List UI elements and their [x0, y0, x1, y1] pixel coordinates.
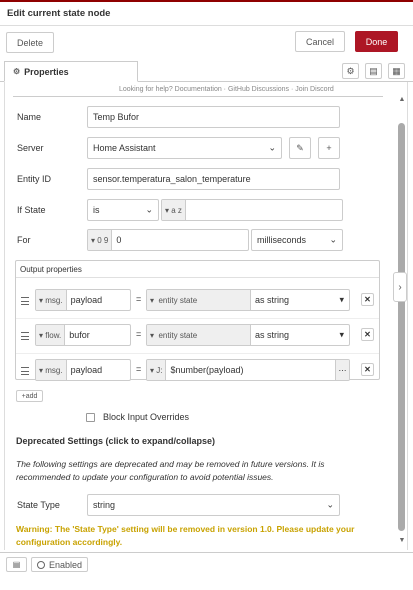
- pencil-icon: ✎: [296, 142, 304, 153]
- server-label: Server: [17, 143, 44, 153]
- entity-id-label: Entity ID: [17, 174, 52, 184]
- source-type-label: entity state: [158, 330, 198, 340]
- footer-divider: [0, 552, 413, 553]
- done-button[interactable]: Done: [355, 31, 398, 52]
- book-icon[interactable]: ▤: [6, 557, 27, 572]
- equals-sign: =: [136, 364, 142, 374]
- add-server-button[interactable]: [318, 137, 340, 159]
- scrollbar-thumb[interactable]: [398, 123, 405, 531]
- name-label: Name: [17, 112, 42, 122]
- chevron-down-icon: ⌄: [145, 204, 153, 215]
- appearance-icon[interactable]: ▦: [388, 63, 405, 79]
- docs-help-links[interactable]: Looking for help? Documentation · GitHub Discussions · Join Discord: [119, 86, 334, 93]
- if-state-operator-select[interactable]: [87, 199, 159, 221]
- description-icon[interactable]: ▤: [365, 63, 382, 79]
- equals-sign: =: [136, 329, 142, 339]
- dialog-title: Edit current state node: [7, 8, 111, 19]
- row-divider: [16, 353, 379, 354]
- output-source-input[interactable]: [146, 324, 350, 346]
- chevron-down-icon: ⌄: [268, 142, 276, 153]
- scroll-down-icon[interactable]: ▼: [398, 537, 406, 544]
- target-type-label: msg.: [45, 365, 63, 375]
- enabled-toggle[interactable]: [31, 557, 88, 572]
- string-type-icon: a z: [171, 205, 182, 215]
- equals-sign: =: [136, 294, 142, 304]
- expand-editor-icon[interactable]: ⋯: [335, 360, 349, 380]
- delete-button[interactable]: Delete: [6, 32, 54, 53]
- header-divider: [0, 25, 413, 26]
- chevron-right-icon: ›: [398, 281, 402, 293]
- source-value: $number(payload): [170, 365, 244, 375]
- if-state-label: If State: [17, 205, 46, 215]
- add-output-label: add: [25, 392, 38, 400]
- if-state-operator-value: is: [93, 205, 100, 215]
- output-source-input[interactable]: [146, 289, 350, 311]
- chevron-down-icon: ⌄: [326, 499, 334, 510]
- for-units-value: milliseconds: [257, 235, 307, 245]
- deprecation-warning: Warning: The 'State Type' setting will be removed in version 1.0. Please update your configuration accordingly.: [16, 524, 355, 547]
- name-input[interactable]: Temp Bufor: [87, 106, 340, 128]
- remove-row-button[interactable]: [361, 363, 374, 376]
- drag-handle-icon[interactable]: [21, 367, 29, 375]
- if-state-type-button[interactable]: ▾ a z: [162, 200, 186, 220]
- state-type-value: string: [93, 500, 116, 510]
- jsonata-type-icon: J:: [156, 365, 163, 375]
- plus-icon: +: [326, 143, 332, 153]
- drag-handle-icon[interactable]: [21, 332, 29, 340]
- row-divider: [16, 318, 379, 319]
- target-value: bufor: [69, 330, 90, 340]
- server-select-value: Home Assistant: [93, 143, 156, 153]
- target-value: payload: [70, 295, 103, 305]
- block-input-overrides-label: Block Input Overrides: [103, 412, 190, 422]
- remove-row-button[interactable]: [361, 328, 374, 341]
- for-value: 0: [116, 235, 122, 245]
- output-target-input[interactable]: [35, 289, 131, 311]
- chevron-down-icon: ⌄: [329, 234, 337, 245]
- target-type-button[interactable]: ▾ msg.: [36, 290, 67, 310]
- edit-server-button[interactable]: [289, 137, 311, 159]
- help-divider: [13, 96, 383, 97]
- chevron-down-icon: ▾: [339, 329, 344, 340]
- top-accent-line: [0, 0, 413, 2]
- deprecated-note: The following settings are deprecated and may be removed in future versions. It is recommended to update your configuration to avoid potential issues.: [16, 459, 325, 482]
- source-type-button[interactable]: ▾ entity state: [147, 290, 251, 310]
- target-type-label: msg.: [45, 295, 63, 305]
- node-settings-icon[interactable]: ⚙: [342, 63, 359, 79]
- for-typed-input[interactable]: [87, 229, 249, 251]
- if-state-typed-input[interactable]: [161, 199, 343, 221]
- tab-properties-label: Properties: [24, 66, 69, 77]
- state-type-select[interactable]: [87, 494, 340, 516]
- target-type-label: flow.: [45, 330, 62, 340]
- deprecated-settings-toggle[interactable]: Deprecated Settings (click to expand/collapse): [16, 436, 216, 446]
- output-target-input[interactable]: [35, 359, 131, 381]
- chevron-down-icon: ▾: [339, 294, 344, 305]
- scroll-up-icon[interactable]: ▲: [398, 96, 406, 103]
- close-icon: ✕: [364, 295, 371, 304]
- enabled-label: Enabled: [49, 559, 83, 570]
- properties-panel: [4, 82, 408, 550]
- source-type-label: entity state: [158, 295, 198, 305]
- output-target-input[interactable]: [35, 324, 131, 346]
- close-icon: ✕: [364, 330, 371, 339]
- toggle-circle-icon: [37, 561, 45, 569]
- target-type-button[interactable]: ▾ msg.: [36, 360, 67, 380]
- source-value: as string: [255, 330, 290, 340]
- remove-row-button[interactable]: [361, 293, 374, 306]
- output-divider: [16, 277, 379, 278]
- entity-id-input[interactable]: sensor.temperatura_salon_temperature: [87, 168, 340, 190]
- source-value: as string: [255, 295, 290, 305]
- source-type-button[interactable]: ▾ entity state: [147, 325, 251, 345]
- output-properties-box: [15, 260, 380, 380]
- output-properties-title: Output properties: [20, 265, 82, 274]
- state-type-label: State Type: [17, 500, 60, 510]
- tab-properties[interactable]: [4, 61, 138, 82]
- number-type-icon: 0 9: [97, 235, 109, 245]
- cancel-button[interactable]: Cancel: [295, 31, 345, 52]
- expand-tray-handle[interactable]: [393, 272, 407, 302]
- block-input-overrides-checkbox[interactable]: [86, 413, 95, 422]
- target-type-button[interactable]: ▾ flow.: [36, 325, 65, 345]
- source-type-button[interactable]: ▾ J:: [147, 360, 166, 380]
- server-select[interactable]: [87, 137, 282, 159]
- for-label: For: [17, 235, 31, 245]
- target-value: payload: [70, 365, 103, 375]
- for-units-select[interactable]: [251, 229, 343, 251]
- add-output-button[interactable]: + add: [16, 390, 43, 402]
- close-icon: ✕: [364, 365, 371, 374]
- drag-handle-icon[interactable]: [21, 297, 29, 305]
- gear-icon: ⚙: [13, 67, 21, 76]
- for-type-button[interactable]: ▾ 0 9: [88, 230, 112, 250]
- output-source-input[interactable]: [146, 359, 350, 381]
